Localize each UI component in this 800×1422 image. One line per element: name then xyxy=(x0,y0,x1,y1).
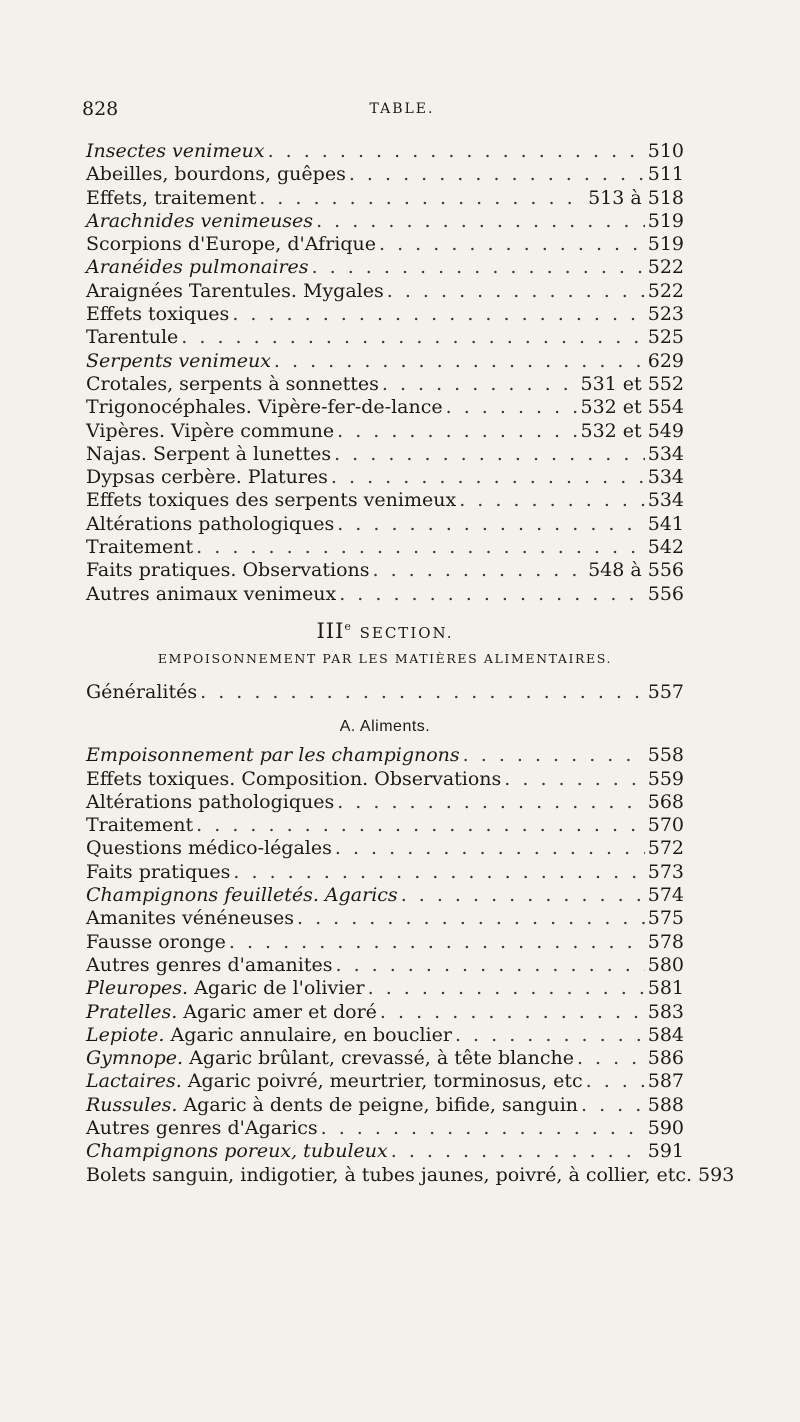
toc-entry-label xyxy=(86,954,332,977)
toc-entry xyxy=(86,1163,735,1187)
toc-entry-pages: 574 xyxy=(647,884,684,907)
dot-leader xyxy=(334,443,645,466)
toc-entry-text: Vipères. Vipère commune xyxy=(86,419,335,442)
toc-entry-label xyxy=(86,489,456,512)
dot-leader xyxy=(349,163,645,186)
toc-entry-text: Agaric annulaire, en bouclier xyxy=(164,1023,452,1046)
dot-leader xyxy=(459,489,645,512)
toc-entry-label xyxy=(86,443,331,466)
toc-entry-pages: 572 xyxy=(647,837,684,860)
toc-entry-label xyxy=(86,744,460,767)
toc-entry-pages: 588 xyxy=(647,1093,684,1116)
toc-entry-label xyxy=(86,256,309,279)
toc-entry-label xyxy=(86,814,193,837)
toc-entry-pages: 522 xyxy=(647,279,684,302)
toc-entry-italic-title: Pratelles. xyxy=(86,1000,178,1023)
toc-entry-label xyxy=(86,861,230,884)
toc-entry-pages: 541 xyxy=(647,512,684,535)
toc-entry-label xyxy=(86,1140,388,1163)
toc-entry-pages: 519 xyxy=(647,233,684,256)
toc-entry-label xyxy=(86,931,226,954)
toc-entry xyxy=(86,373,684,396)
toc-entry-pages: 511 xyxy=(647,163,684,186)
toc-entry xyxy=(86,1140,684,1163)
toc-entry-italic-title: Aranéides pulmonaires xyxy=(86,256,309,279)
toc-entry-text: Effets toxiques des serpents venimeux xyxy=(86,489,457,512)
toc-entry xyxy=(86,187,684,210)
dot-leader xyxy=(368,977,645,1000)
toc-entry-label xyxy=(86,907,294,930)
dot-leader xyxy=(337,791,645,814)
toc-entry xyxy=(86,350,684,373)
toc-entry-label xyxy=(86,163,346,186)
toc-entry-label xyxy=(86,1070,583,1093)
dot-leader xyxy=(196,814,645,837)
toc-entry-text: Dypsas cerbère. Platures xyxy=(86,466,328,489)
toc-entry-pages: 593 xyxy=(698,1163,735,1186)
toc-entry xyxy=(86,931,684,954)
toc-entry-text: Agaric à dents de peigne, bifide, sanguin xyxy=(177,1093,579,1116)
table-of-contents xyxy=(86,140,735,1187)
toc-entry-italic-title: Arachnides venimeuses xyxy=(86,209,314,232)
toc-entry-text: Araignées Tarentules. Mygales xyxy=(86,279,384,302)
toc-entry-text: Effets toxiques xyxy=(86,303,230,326)
toc-list-animals xyxy=(86,140,684,606)
dot-leader xyxy=(232,303,644,326)
section-numeral: III xyxy=(316,618,345,643)
toc-entry-text: Najas. Serpent à lunettes xyxy=(86,442,332,465)
toc-entry xyxy=(86,1070,684,1093)
toc-entry-pages: 510 xyxy=(647,140,684,162)
section-heading xyxy=(86,619,684,647)
toc-entry-pages: 534 xyxy=(647,466,684,489)
dot-leader xyxy=(316,210,645,233)
toc-entry-label xyxy=(86,583,336,606)
dot-leader xyxy=(196,536,645,559)
toc-entry-text: Agaric poivré, meurtrier, torminosus, etc xyxy=(181,1070,583,1093)
toc-entry-pages: 590 xyxy=(647,1116,684,1139)
toc-list-generalites xyxy=(86,681,684,704)
dot-leader xyxy=(337,513,645,536)
toc-entry-text: Agaric amer et doré xyxy=(177,1000,377,1023)
toc-entry xyxy=(86,907,684,930)
toc-entry-label xyxy=(86,1164,692,1187)
toc-entry-pages: 534 xyxy=(647,489,684,512)
toc-entry xyxy=(86,326,684,349)
toc-entry-pages: 525 xyxy=(647,326,684,349)
toc-entry-text: Amanites vénéneuses xyxy=(86,907,294,930)
toc-entry-pages: 581 xyxy=(647,977,684,1000)
toc-entry-text: Effets, traitement xyxy=(86,186,257,209)
toc-entry-pages: 584 xyxy=(647,1023,684,1046)
dot-leader xyxy=(233,861,644,884)
toc-entry-pages: 570 xyxy=(647,814,684,837)
toc-entry-pages: 591 xyxy=(647,1140,684,1163)
dot-leader xyxy=(181,326,644,349)
toc-entry-label xyxy=(86,420,334,443)
toc-entry-label xyxy=(86,513,334,536)
toc-entry xyxy=(86,861,684,884)
toc-entry-pages: 523 xyxy=(647,303,684,326)
dot-leader xyxy=(321,1117,645,1140)
toc-entry-label xyxy=(86,837,332,860)
toc-entry xyxy=(86,837,684,860)
toc-entry-label xyxy=(86,884,398,907)
toc-entry-label xyxy=(86,280,384,303)
toc-entry-italic-title: Insectes venimeux xyxy=(86,140,265,162)
toc-entry-label xyxy=(86,1001,377,1024)
toc-entry xyxy=(86,1024,684,1047)
toc-entry-text: Scorpions d'Europe, d'Afrique xyxy=(86,233,376,256)
toc-entry-italic-title: Russules. xyxy=(86,1093,178,1116)
toc-entry xyxy=(86,443,684,466)
toc-list-aliments xyxy=(86,744,735,1187)
toc-entry-text: Questions médico-légales xyxy=(86,837,332,860)
toc-entry-label xyxy=(86,1094,578,1117)
subheading-aliments: A. Aliments. xyxy=(339,718,431,736)
toc-entry-text: Fausse oronge xyxy=(86,930,226,953)
toc-entry-pages: 531 et 552 xyxy=(580,372,684,395)
dot-leader xyxy=(446,396,578,419)
toc-entry-text: Crotales, serpents à sonnettes xyxy=(86,372,379,395)
toc-entry-pages: 578 xyxy=(647,930,684,953)
toc-entry xyxy=(86,163,684,186)
dot-leader xyxy=(379,233,645,256)
toc-entry xyxy=(86,489,684,512)
running-title: TABLE. xyxy=(369,101,435,117)
toc-entry-text: Bolets sanguin, indigotier, à tubes jaunes, poivré, à collier, etc. xyxy=(86,1163,693,1186)
dot-leader xyxy=(504,768,644,791)
toc-entry-pages: 573 xyxy=(647,860,684,883)
toc-entry-italic-title: Serpents venimeux xyxy=(86,349,271,372)
toc-entry xyxy=(86,814,684,837)
toc-entry-pages: 559 xyxy=(647,767,684,790)
toc-entry-text: Abeilles, bourdons, guêpes xyxy=(86,163,346,186)
toc-entry xyxy=(86,233,684,256)
toc-entry-pages: 532 et 554 xyxy=(580,396,684,419)
toc-entry xyxy=(86,954,684,977)
toc-entry xyxy=(86,256,684,279)
toc-entry-pages: 629 xyxy=(647,349,684,372)
toc-entry-text: Agaric de l'olivier xyxy=(188,977,365,1000)
toc-entry xyxy=(86,140,684,163)
toc-entry-text: Tarentule xyxy=(86,326,179,349)
dot-leader xyxy=(586,1070,645,1093)
dot-leader xyxy=(335,954,644,977)
toc-entry-label xyxy=(86,233,376,256)
toc-entry xyxy=(86,1047,684,1070)
toc-entry-italic-title: Lepiote. xyxy=(86,1023,165,1046)
toc-entry-text: Altérations pathologiques xyxy=(86,790,335,813)
toc-entry-label xyxy=(86,303,229,326)
toc-entry-text: Autres genres d'amanites xyxy=(86,953,333,976)
toc-entry-pages: 513 à 518 xyxy=(588,186,684,209)
toc-entry-label xyxy=(86,536,193,559)
page-number: 828 xyxy=(82,98,119,120)
toc-entry xyxy=(86,1001,684,1024)
toc-entry-label xyxy=(86,1024,452,1047)
dot-leader xyxy=(200,681,645,704)
toc-entry-pages: 575 xyxy=(647,907,684,930)
toc-entry-pages: 519 xyxy=(647,209,684,232)
toc-entry-label xyxy=(86,1117,318,1140)
toc-entry xyxy=(86,280,684,303)
dot-leader xyxy=(259,187,585,210)
toc-entry-pages: 583 xyxy=(647,1000,684,1023)
dot-leader xyxy=(268,140,645,163)
toc-entry-label xyxy=(86,768,501,791)
toc-entry xyxy=(86,1094,684,1117)
toc-entry-pages: 580 xyxy=(647,953,684,976)
toc-entry xyxy=(86,768,684,791)
toc-entry xyxy=(86,396,684,419)
toc-entry-pages: 548 à 556 xyxy=(588,559,684,582)
dot-leader xyxy=(229,931,645,954)
dot-leader xyxy=(581,1094,645,1117)
toc-entry-pages: 587 xyxy=(647,1070,684,1093)
dot-leader xyxy=(382,373,578,396)
toc-entry-pages: 557 xyxy=(647,680,684,703)
dot-leader xyxy=(297,907,645,930)
toc-entry-text: Autres genres d'Agarics xyxy=(86,1116,318,1139)
toc-entry-label xyxy=(86,466,328,489)
toc-entry-italic-title: Empoisonnement par les champignons xyxy=(86,744,460,767)
toc-entry-label xyxy=(86,559,370,582)
toc-entry xyxy=(86,210,684,233)
toc-entry xyxy=(86,791,684,814)
toc-entry-label xyxy=(86,350,271,373)
toc-entry xyxy=(86,1117,684,1140)
dot-leader xyxy=(274,350,645,373)
dot-leader xyxy=(331,466,645,489)
toc-entry-text: Généralités xyxy=(86,680,198,703)
toc-entry-label xyxy=(86,140,265,163)
toc-entry-label xyxy=(86,791,334,814)
dot-leader xyxy=(577,1047,645,1070)
dot-leader xyxy=(335,837,645,860)
toc-entry-text: Trigonocéphales. Vipère-fer-de-lance xyxy=(86,396,443,419)
toc-entry-text: Agaric brûlant, crevassé, à tête blanche xyxy=(183,1047,574,1070)
toc-entry-text: Traitement xyxy=(86,536,194,559)
dot-leader xyxy=(455,1024,645,1047)
toc-entry-text: Altérations pathologiques xyxy=(86,512,335,535)
dot-leader xyxy=(380,1001,645,1024)
toc-entry-text: Autres animaux venimeux xyxy=(86,582,337,605)
toc-entry-label xyxy=(86,326,178,349)
toc-entry xyxy=(86,744,684,767)
toc-entry-label xyxy=(86,210,313,233)
toc-entry-italic-title: Champignons feuilletés. Agarics xyxy=(86,884,398,907)
toc-entry-text: Faits pratiques. Observations xyxy=(86,559,370,582)
dot-leader xyxy=(391,1140,645,1163)
toc-entry xyxy=(86,536,684,559)
toc-entry xyxy=(86,977,684,1000)
dot-leader xyxy=(339,583,645,606)
toc-entry-italic-title: Pleuropes. xyxy=(86,977,189,1000)
toc-entry-label xyxy=(86,1047,574,1070)
toc-entry-pages: 556 xyxy=(647,582,684,605)
toc-entry-italic-title: Champignons poreux, tubuleux xyxy=(86,1140,388,1163)
toc-entry xyxy=(86,420,684,443)
toc-entry-pages: 586 xyxy=(647,1047,684,1070)
dot-leader xyxy=(373,559,586,582)
toc-entry-label xyxy=(86,396,443,419)
toc-entry-text: Traitement xyxy=(86,814,194,837)
section-subtitle: EMPOISONNEMENT PAR LES MATIÈRES ALIMENTAIRES. xyxy=(157,650,613,666)
toc-entry-label xyxy=(86,373,379,396)
toc-entry xyxy=(86,559,684,582)
toc-entry-pages: 558 xyxy=(647,744,684,767)
toc-entry-label xyxy=(86,187,256,210)
toc-entry xyxy=(86,513,684,536)
toc-entry-pages: 532 et 549 xyxy=(580,419,684,442)
running-head xyxy=(82,98,722,122)
dot-leader xyxy=(337,420,577,443)
toc-entry-text: Effets toxiques. Composition. Observations xyxy=(86,767,502,790)
toc-entry-text: Faits pratiques xyxy=(86,860,231,883)
dot-leader xyxy=(401,884,645,907)
dot-leader xyxy=(463,744,645,767)
toc-entry xyxy=(86,583,684,606)
toc-entry-pages: 534 xyxy=(647,442,684,465)
dot-leader xyxy=(387,280,645,303)
toc-entry-italic-title: Gymnope. xyxy=(86,1047,184,1070)
toc-entry-label xyxy=(86,977,365,1000)
toc-entry-pages: 542 xyxy=(647,536,684,559)
dot-leader xyxy=(312,256,645,279)
toc-entry-pages: 568 xyxy=(647,790,684,813)
toc-entry-generalites xyxy=(86,681,684,704)
toc-entry xyxy=(86,466,684,489)
toc-entry-italic-title: Lactaires. xyxy=(86,1070,182,1093)
section-superscript: e xyxy=(344,619,352,633)
toc-entry xyxy=(86,884,684,907)
toc-entry-pages: 522 xyxy=(647,256,684,279)
toc-entry xyxy=(86,303,684,326)
section-word: SECTION. xyxy=(359,623,454,642)
